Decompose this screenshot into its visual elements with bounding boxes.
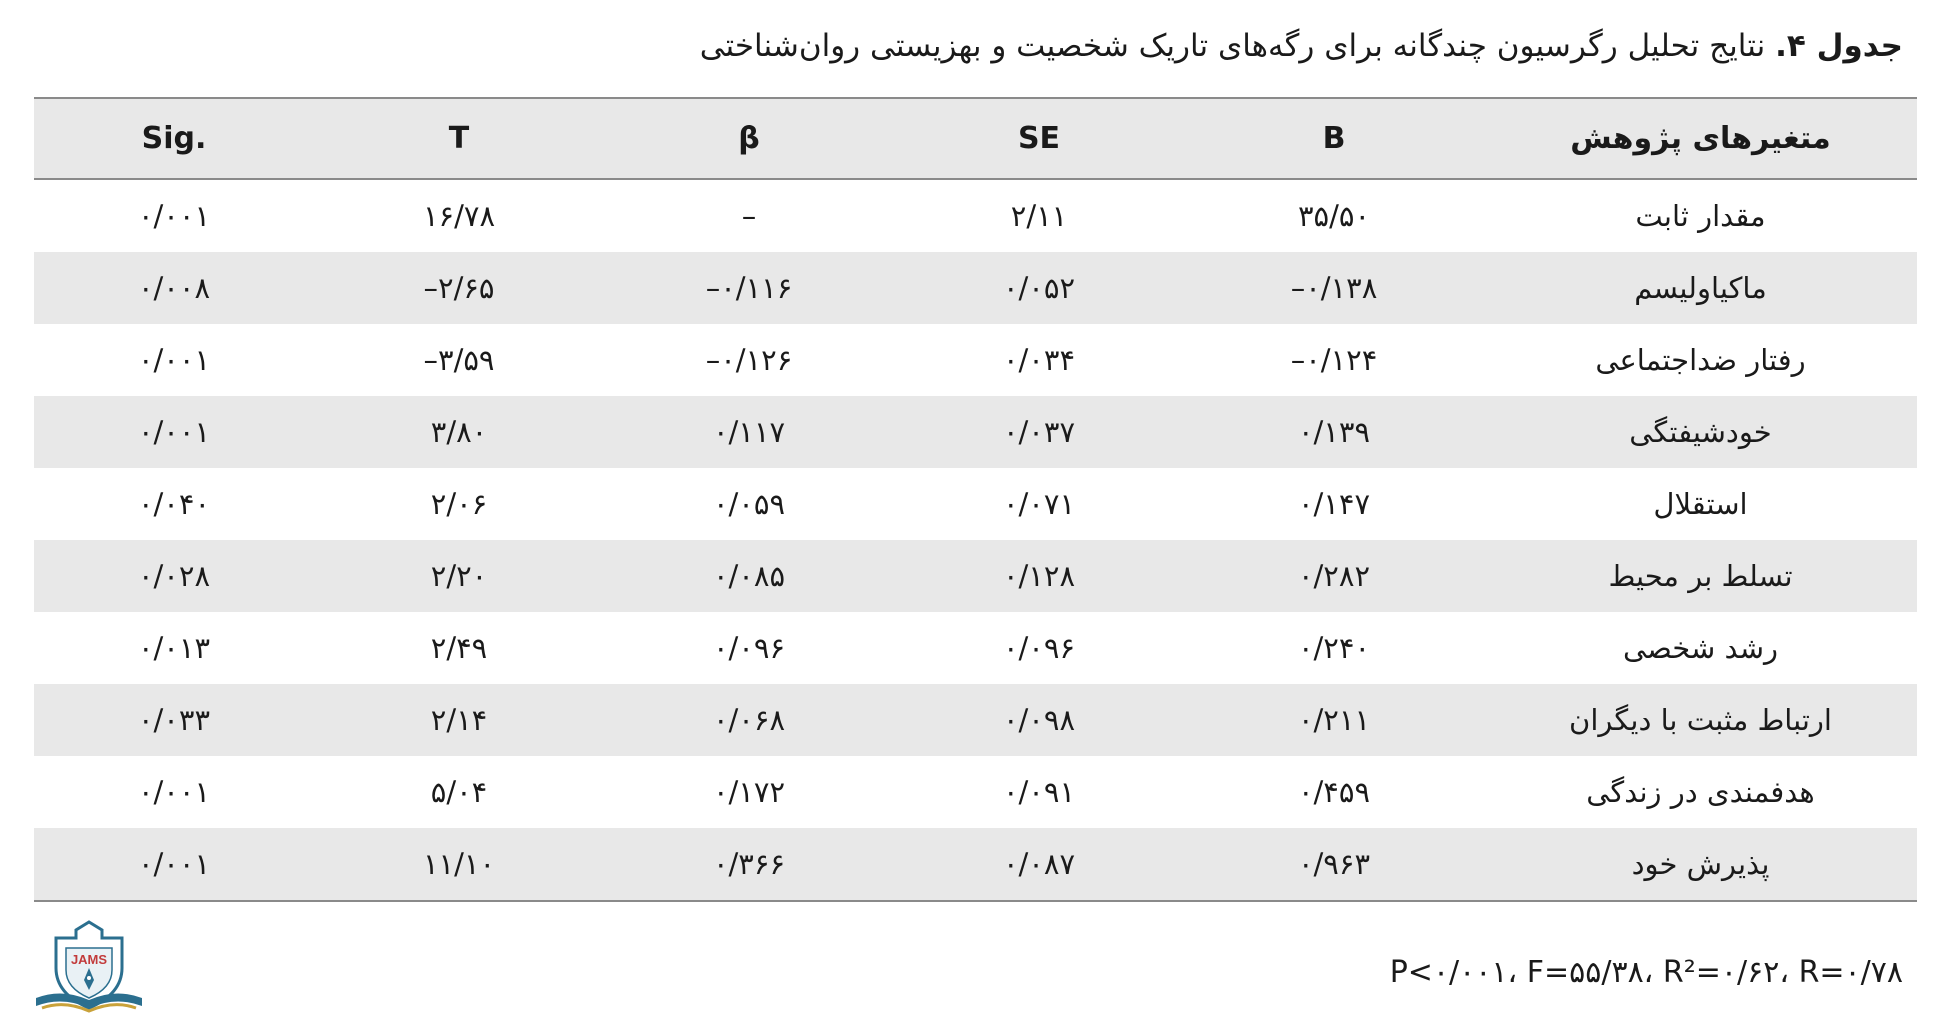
journal-logo-icon [28, 918, 150, 1018]
cell-beta: –۰/۱۲۶ [705, 343, 793, 377]
cell-sig: ۰/۰۲۸ [137, 559, 211, 593]
cell-b: ۳۵/۵۰ [1297, 199, 1371, 233]
table-row [34, 828, 1917, 902]
cell-variable: ارتباط مثبت با دیگران [1569, 703, 1832, 737]
cell-sig: ۰/۰۰۱ [137, 343, 211, 377]
cell-b: ۰/۲۸۲ [1297, 559, 1371, 593]
cell-variable: رشد شخصی [1622, 631, 1779, 665]
cell-se: ۰/۰۳۷ [1002, 415, 1076, 449]
cell-se: ۲/۱۱ [1010, 199, 1068, 233]
cell-sig: ۰/۰۱۳ [137, 631, 211, 665]
table-row [34, 684, 1917, 756]
cell-t: ۲/۰۶ [430, 487, 488, 521]
cell-b: ۰/۹۶۳ [1297, 847, 1371, 881]
cell-t: ۲/۴۹ [430, 631, 488, 665]
cell-se: ۰/۰۹۶ [1002, 631, 1076, 665]
table-row [34, 612, 1917, 684]
cell-beta: ۰/۰۸۵ [712, 559, 786, 593]
cell-beta: –۰/۱۱۶ [705, 271, 793, 305]
cell-b: ۰/۲۴۰ [1297, 631, 1371, 665]
cell-se: ۰/۰۸۷ [1002, 847, 1076, 881]
logo-text: JAMS [70, 952, 108, 967]
cell-se: ۰/۰۵۲ [1002, 271, 1076, 305]
cell-b: –۰/۱۲۴ [1290, 343, 1378, 377]
cell-b: ۰/۴۵۹ [1297, 775, 1371, 809]
header-beta: β [738, 121, 760, 156]
cell-variable: پذیرش خود [1631, 847, 1770, 881]
cell-b: ۰/۱۴۷ [1297, 487, 1371, 521]
table-row [34, 468, 1917, 540]
cell-se: ۰/۱۲۸ [1002, 559, 1076, 593]
cell-t: ۲/۲۰ [430, 559, 488, 593]
cell-beta: ۰/۰۹۶ [712, 631, 786, 665]
table-row [34, 756, 1917, 828]
cell-t: –۳/۵۹ [423, 343, 495, 377]
cell-beta: ۰/۱۱۷ [712, 415, 786, 449]
header-se: SE [1017, 121, 1061, 156]
cell-sig: ۰/۰۳۳ [137, 703, 211, 737]
cell-b: ۰/۲۱۱ [1297, 703, 1371, 737]
table-row [34, 396, 1917, 468]
cell-beta: ۰/۳۶۶ [712, 847, 786, 881]
table-row [34, 180, 1917, 252]
cell-variable: رفتار ضداجتماعی [1595, 343, 1806, 377]
cell-variable: ماکیاولیسم [1634, 271, 1767, 305]
cell-variable: استقلال [1653, 487, 1748, 521]
table-caption [700, 26, 1903, 66]
table-row [34, 252, 1917, 324]
cell-t: ۵/۰۴ [430, 775, 488, 809]
table-row [34, 540, 1917, 612]
cell-se: ۰/۰۹۸ [1002, 703, 1076, 737]
cell-se: ۰/۰۹۱ [1002, 775, 1076, 809]
cell-b: –۰/۱۳۸ [1290, 271, 1378, 305]
table-row [34, 324, 1917, 396]
cell-sig: ۰/۰۰۱ [137, 775, 211, 809]
cell-sig: ۰/۰۰۱ [137, 415, 211, 449]
cell-variable: خودشیفتگی [1629, 415, 1772, 449]
caption-text: نتایج تحلیل رگرسیون چندگانه برای رگه‌های تاریک شخصیت و بهزیستی روان‌شناختی [699, 28, 1776, 64]
cell-sig: ۰/۰۰۱ [137, 847, 211, 881]
table-body [34, 180, 1917, 902]
cell-b: ۰/۱۳۹ [1297, 415, 1371, 449]
cell-sig: ۰/۰۰۱ [137, 199, 211, 233]
cell-beta: ۰/۰۶۸ [712, 703, 786, 737]
model-statistics-note: P<۰/۰۰۱، F=۵۵/۳۸، R²=۰/۶۲، R=۰/۷۸ [1389, 955, 1903, 990]
cell-t: –۲/۶۵ [423, 271, 495, 305]
cell-variable: تسلط بر محیط [1608, 559, 1793, 593]
regression-table [34, 97, 1917, 902]
caption-label: جدول ۴. [1775, 28, 1903, 64]
header-b: B [1322, 121, 1346, 156]
cell-beta: – [741, 199, 757, 233]
cell-sig: ۰/۰۴۰ [137, 487, 211, 521]
cell-se: ۰/۰۷۱ [1002, 487, 1076, 521]
cell-t: ۳/۸۰ [430, 415, 488, 449]
cell-t: ۱۱/۱۰ [422, 847, 496, 881]
header-variable: متغیرهای پژوهش [1570, 121, 1831, 156]
table-header-row [34, 97, 1917, 180]
cell-beta: ۰/۰۵۹ [712, 487, 786, 521]
header-sig: Sig. [141, 121, 207, 156]
cell-t: ۲/۱۴ [430, 703, 488, 737]
cell-variable: هدفمندی در زندگی [1586, 775, 1815, 809]
header-t: T [448, 121, 470, 156]
cell-t: ۱۶/۷۸ [422, 199, 496, 233]
cell-sig: ۰/۰۰۸ [137, 271, 211, 305]
cell-se: ۰/۰۳۴ [1002, 343, 1076, 377]
cell-variable: مقدار ثابت [1635, 199, 1766, 233]
cell-beta: ۰/۱۷۲ [712, 775, 786, 809]
